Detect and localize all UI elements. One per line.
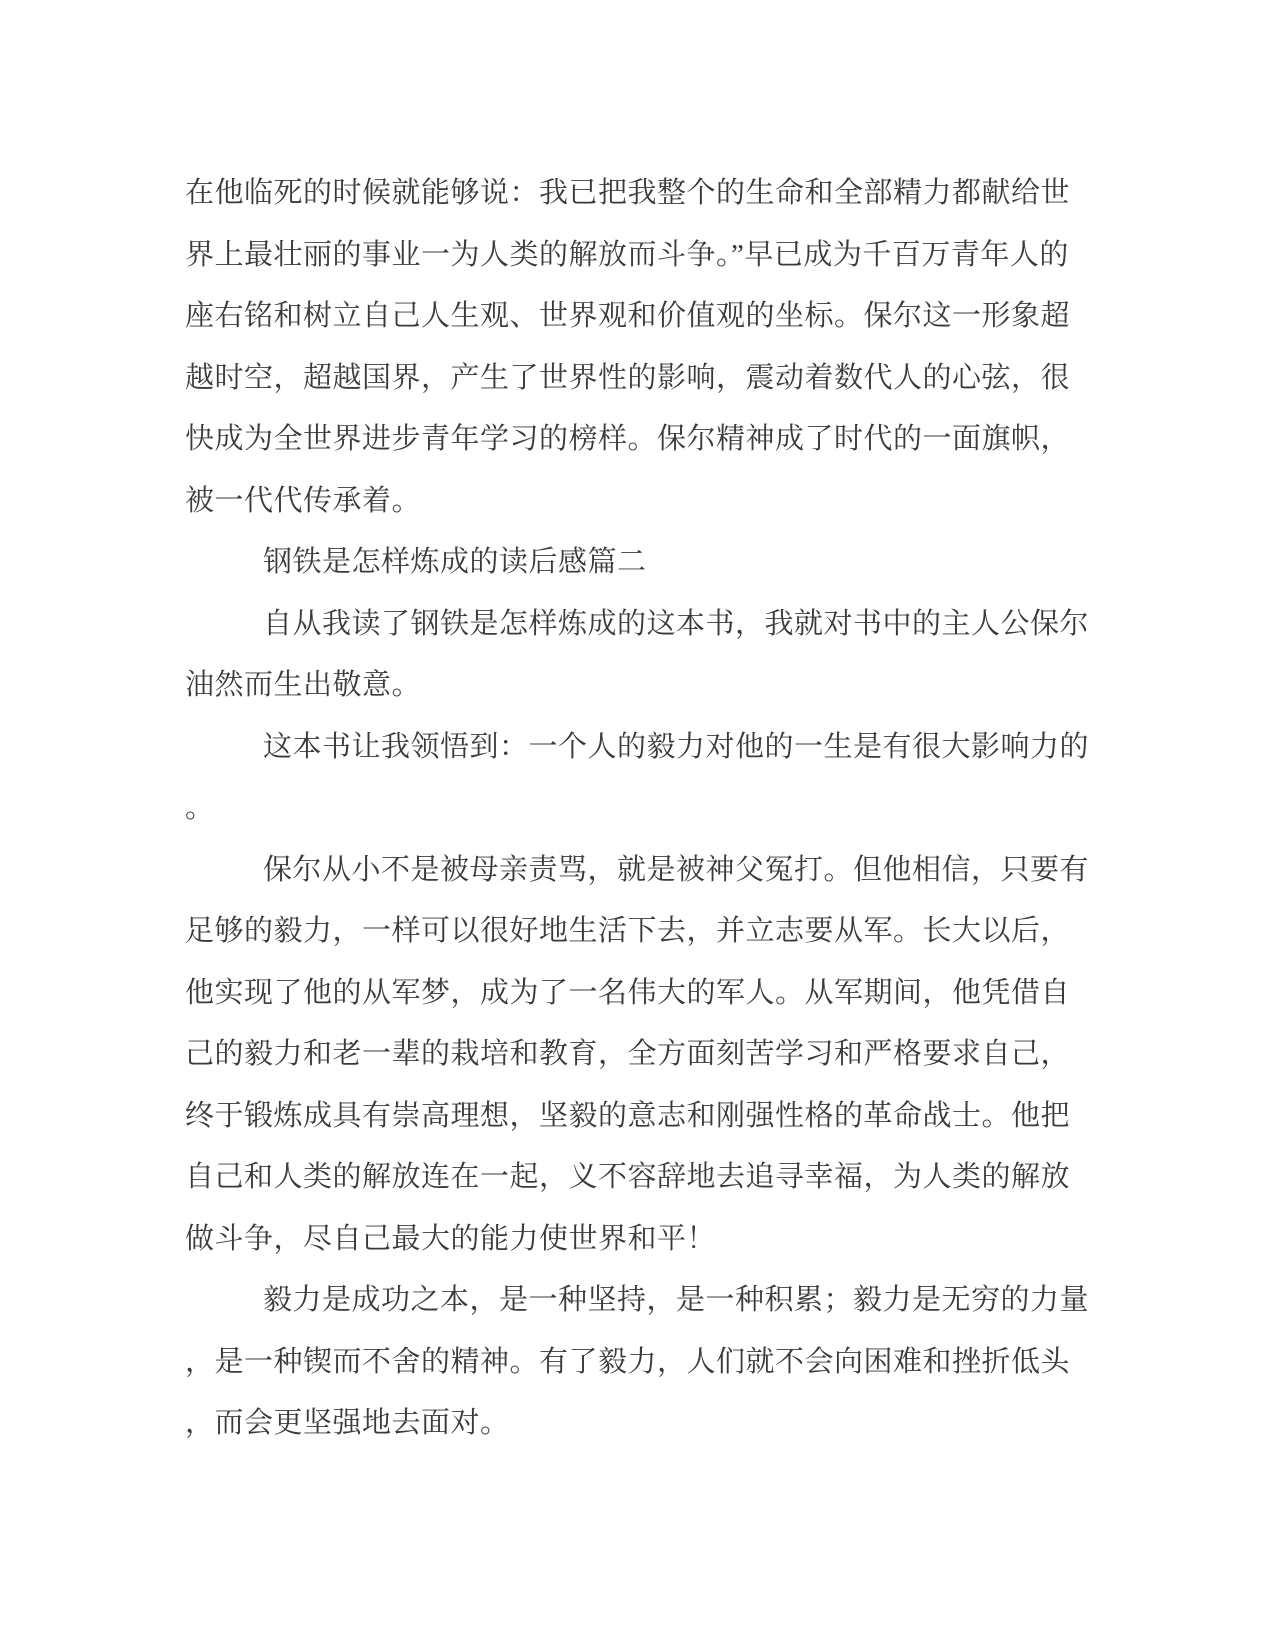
document-body	[185, 160, 1090, 1452]
text-line: 被一代代传承着。	[185, 484, 422, 517]
text-line: 座右铭和树立自己人生观、世界观和价值观的坐标。保尔这一形象超	[185, 300, 1071, 333]
text-line: 这本书让我领悟到：一个人的毅力对他的一生是有很大影响力的	[263, 730, 1090, 763]
text-line: 自从我读了钢铁是怎样炼成的这本书，我就对书中的主人公保尔	[263, 607, 1090, 640]
text-line: 油然而生出敬意。	[185, 669, 422, 702]
text-line: 他实现了他的从军梦，成为了一名伟大的军人。从军期间，他凭借自	[185, 976, 1071, 1009]
text-line: 。	[185, 792, 215, 825]
text-line: 终于锻炼成具有崇高理想，坚毅的意志和刚强性格的革命战士。他把	[185, 1099, 1071, 1132]
text-line: 越时空，超越国界，产生了世界性的影响，震动着数代人的心弦，很	[185, 361, 1071, 394]
text-line: 足够的毅力，一样可以很好地生活下去，并立志要从军。长大以后，	[185, 915, 1071, 948]
text-line: ，而会更坚强地去面对。	[185, 1407, 510, 1440]
text-line: 自己和人类的解放连在一起，义不容辞地去追寻幸福，为人类的解放	[185, 1161, 1071, 1194]
text-line: 毅力是成功之本，是一种坚持，是一种积累；毅力是无穷的力量	[263, 1284, 1090, 1317]
text-line: 己的毅力和老一辈的栽培和教育，全方面刻苦学习和严格要求自己，	[185, 1038, 1071, 1071]
text-line: 界上最壮丽的事业一为人类的解放而斗争。”早已成为千百万青年人的	[185, 238, 1069, 271]
text-line: ，是一种锲而不舍的精神。有了毅力，人们就不会向困难和挫折低头	[185, 1345, 1071, 1378]
text-line: 在他临死的时候就能够说：我已把我整个的生命和全部精力都献给世	[185, 177, 1071, 210]
text-line: 快成为全世界进步青年学习的榜样。保尔精神成了时代的一面旗帜，	[185, 423, 1071, 456]
text-line: 做斗争，尽自己最大的能力使世界和平！	[185, 1222, 717, 1255]
text-line: 钢铁是怎样炼成的读后感篇二	[263, 546, 647, 579]
text-line: 保尔从小不是被母亲责骂，就是被神父冤打。但他相信，只要有	[263, 853, 1090, 886]
